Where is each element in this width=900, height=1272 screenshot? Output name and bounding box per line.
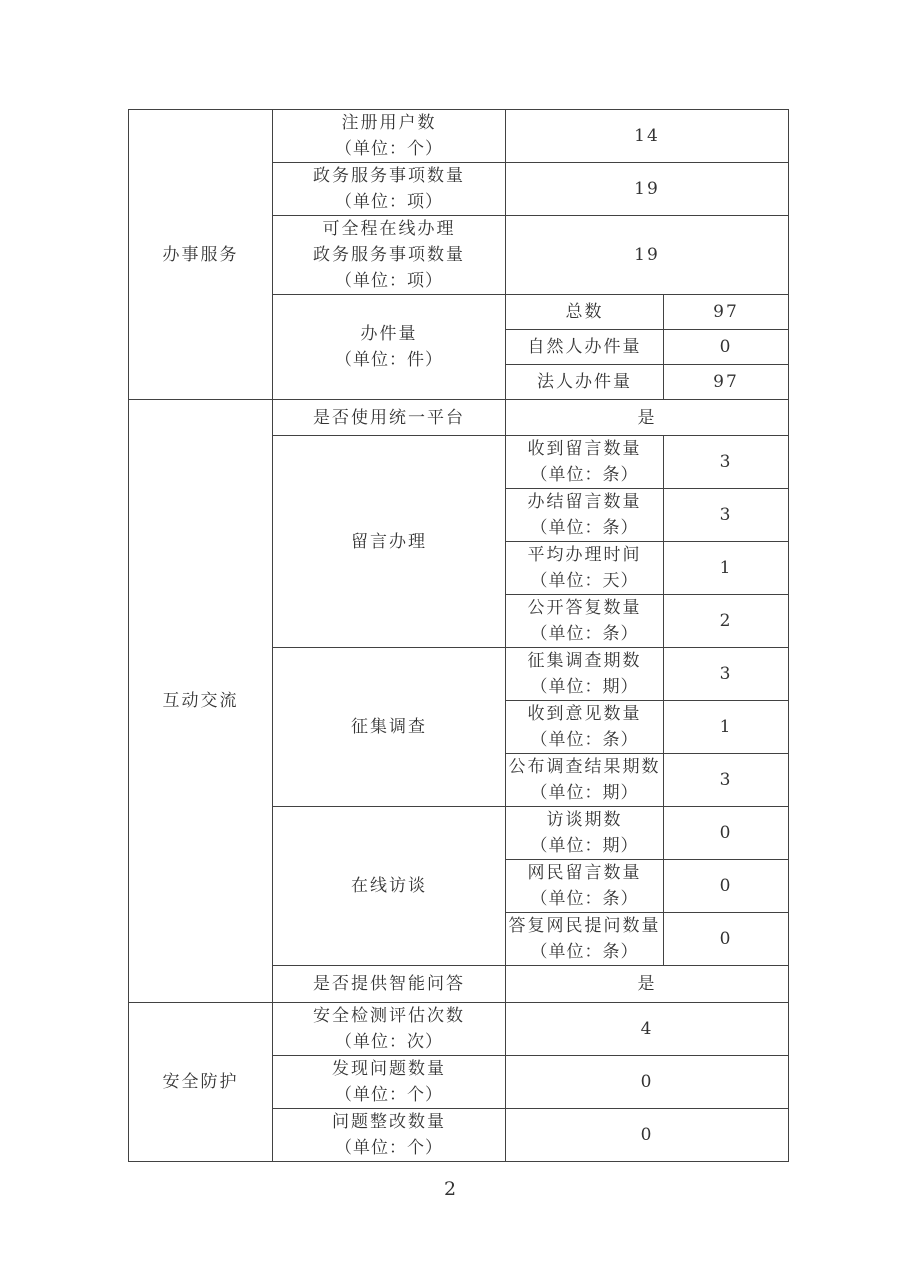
item-unit: （单位：项）	[335, 271, 443, 291]
subvalue-cell-msg-completed: 3	[664, 489, 789, 542]
value-cell-registered-users: 14	[506, 110, 789, 163]
subvalue-cell-msg-received: 3	[664, 436, 789, 489]
sublabel-cell-case-natural: 自然人办件量	[506, 330, 664, 365]
subvalue-cell-msg-public-replies: 2	[664, 595, 789, 648]
sublabel-cell-survey-published	[506, 754, 664, 807]
item-unit: （单位：项）	[335, 192, 443, 212]
value-cell-service-items: 19	[506, 163, 789, 216]
sublabel-cell-survey-opinions	[506, 701, 664, 754]
subvalue-cell-case-legal: 97	[664, 365, 789, 400]
subvalue-cell-case-natural: 0	[664, 330, 789, 365]
report-table	[128, 109, 789, 1162]
sublabel-cell-case-total: 总数	[506, 295, 664, 330]
sublabel-cell-case-legal: 法人办件量	[506, 365, 664, 400]
sublabel-cell-survey-periods	[506, 648, 664, 701]
sub-name: 公布调查结果期数	[508, 757, 661, 777]
sub-name: 访谈期数	[546, 810, 623, 830]
item-name: 留言办理	[351, 531, 427, 552]
item-unit: （单位：个）	[335, 139, 443, 159]
item-name: 注册用户数	[341, 113, 437, 133]
item-name: 政务服务事项数量	[313, 166, 465, 186]
subvalue-cell-msg-avg-time: 1	[664, 542, 789, 595]
item-unit: （单位：个）	[335, 1085, 443, 1105]
item-unit: （单位：件）	[335, 350, 443, 370]
sub-unit: （单位：条）	[530, 889, 639, 909]
category-label-security: 安全防护	[162, 1072, 239, 1092]
item-name: 征集调查	[351, 717, 427, 737]
item-cell-smart-qa: 是否提供智能问答	[273, 966, 506, 1003]
sublabel-cell-msg-public-replies	[506, 595, 664, 648]
sublabel-cell-interview-periods	[506, 807, 664, 860]
subvalue-cell-survey-opinions: 1	[664, 701, 789, 754]
item-name: 办件量	[360, 324, 418, 344]
item-name: 在线访谈	[351, 876, 427, 896]
item-cell-full-online-items	[273, 216, 506, 295]
item-cell-problems-found	[273, 1056, 506, 1109]
sublabel-cell-msg-completed	[506, 489, 664, 542]
subvalue-cell-survey-periods: 3	[664, 648, 789, 701]
category-label-service: 办事服务	[162, 244, 239, 265]
item-cell-survey	[273, 648, 506, 807]
sublabel-cell-msg-avg-time	[506, 542, 664, 595]
sub-name: 收到留言数量	[527, 439, 642, 459]
item-cell-case-volume	[273, 295, 506, 400]
item-name: 安全检测评估次数	[313, 1006, 465, 1026]
subvalue-cell-interview-answers: 0	[664, 913, 789, 966]
page-number: 2	[443, 1178, 457, 1200]
sub-unit: （单位：条）	[530, 942, 639, 962]
value-cell-problems-found: 0	[506, 1056, 789, 1109]
sub-unit: （单位：期）	[530, 836, 639, 856]
subvalue-cell-interview-periods: 0	[664, 807, 789, 860]
item-name-line1: 可全程在线办理	[322, 219, 456, 239]
item-name: 发现问题数量	[332, 1059, 446, 1079]
sub-unit: （单位：条）	[530, 730, 639, 750]
item-cell-service-items	[273, 163, 506, 216]
value-cell-unified-platform: 是	[506, 400, 789, 436]
item-cell-message-handling	[273, 436, 506, 648]
sub-unit: （单位：天）	[530, 571, 639, 591]
item-cell-interview	[273, 807, 506, 966]
item-cell-problems-fixed	[273, 1109, 506, 1162]
item-cell-unified-platform: 是否使用统一平台	[273, 400, 506, 436]
sublabel-cell-msg-received	[506, 436, 664, 489]
sub-name: 答复网民提问数量	[508, 916, 661, 936]
sub-unit: （单位：条）	[530, 465, 639, 485]
category-label-interaction: 互动交流	[162, 691, 239, 711]
subvalue-cell-case-total: 97	[664, 295, 789, 330]
sublabel-cell-interview-answers	[506, 913, 664, 966]
item-unit: （单位：次）	[335, 1032, 443, 1052]
sub-unit: （单位：条）	[530, 518, 639, 538]
sub-unit: （单位：条）	[530, 624, 639, 644]
sub-unit: （单位：期）	[530, 783, 639, 803]
subvalue-cell-survey-published: 3	[664, 754, 789, 807]
item-cell-registered-users	[273, 110, 506, 163]
item-name: 问题整改数量	[332, 1112, 446, 1132]
item-unit: （单位：个）	[335, 1138, 443, 1158]
category-cell-security	[129, 1003, 273, 1162]
value-cell-smart-qa: 是	[506, 966, 789, 1003]
category-cell-service	[129, 110, 273, 400]
sub-name: 平均办理时间	[527, 545, 642, 565]
value-cell-full-online-items: 19	[506, 216, 789, 295]
item-name-line2: 政务服务事项数量	[313, 245, 465, 265]
sublabel-cell-interview-messages	[506, 860, 664, 913]
sub-name: 征集调查期数	[527, 651, 642, 671]
sub-name: 网民留言数量	[527, 863, 642, 883]
sub-name: 办结留言数量	[527, 492, 642, 512]
category-cell-interaction	[129, 400, 273, 1003]
sub-name: 公开答复数量	[527, 598, 642, 618]
sub-name: 收到意见数量	[527, 704, 642, 724]
sub-unit: （单位：期）	[530, 677, 639, 697]
item-cell-assessment	[273, 1003, 506, 1056]
subvalue-cell-interview-messages: 0	[664, 860, 789, 913]
value-cell-assessment: 4	[506, 1003, 789, 1056]
value-cell-problems-fixed: 0	[506, 1109, 789, 1162]
